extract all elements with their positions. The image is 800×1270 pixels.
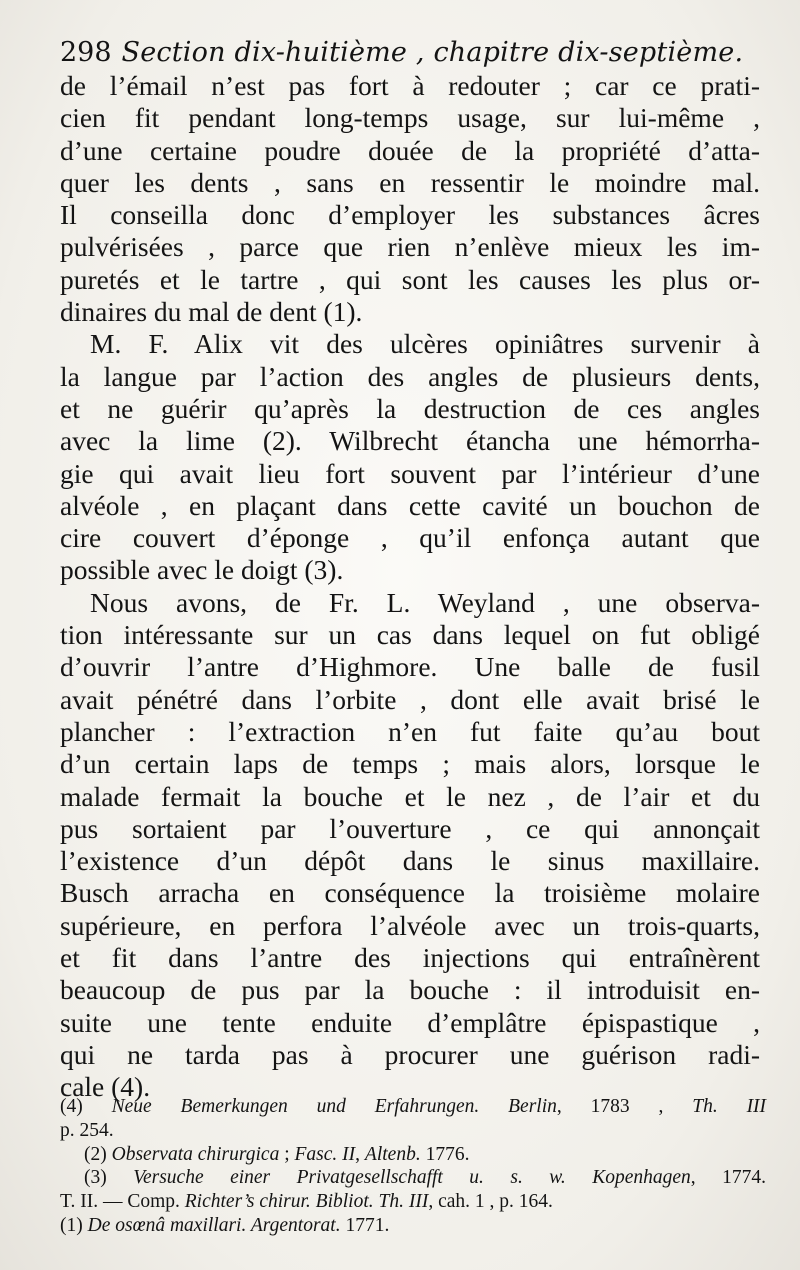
footnote-tome: T. II. — Comp. [60, 1191, 180, 1213]
text-line: de l’émail n’est pas fort à redouter ; car ce prati- [60, 70, 760, 101]
text-line: l’existence d’un dépôt dans le sinus maxillaire. [60, 845, 760, 877]
footnote-3-continued [60, 1190, 766, 1214]
footnote-4-continued: p. 254. [60, 1119, 114, 1141]
body-text [60, 70, 760, 1104]
running-head: Section dix-huitième , chapitre dix-septième. [121, 37, 744, 68]
text-line: cien fit pendant long-temps usage, sur lui-même , [60, 102, 760, 134]
footnote-volume: Th. III [692, 1096, 767, 1117]
footnote-mark: (2) [84, 1143, 107, 1165]
footnote-mark: (3) [84, 1167, 107, 1189]
text-line: gie qui avait lieu fort souvent par l’intérieur d’une [60, 457, 760, 489]
text-line: la langue par l’action des angles de plusieurs dents, [60, 360, 760, 392]
footnote-fasc: Fasc. II [294, 1143, 356, 1165]
footnote-4 [60, 1095, 766, 1119]
text-line: tion intéressante sur un cas dans lequel on fut obligé [60, 619, 760, 651]
text-line: pus sortaient par l’ouverture , ce qui annonçait [60, 812, 760, 844]
text-line: cire couvert d’éponge , qu’il enfonça autant que [60, 522, 760, 554]
text-line: M. F. Alix vit des ulcères opiniâtres survenir à [90, 328, 760, 360]
footnote-mark: (4) [60, 1096, 83, 1117]
text-line: cale (4). [60, 1071, 151, 1103]
text-line: d’un certain laps de temps ; mais alors, lorsque le [60, 748, 760, 780]
text-line: quer les dents , sans en ressentir le moindre mal. [60, 166, 760, 198]
text-line: avait pénétré dans l’orbite , dont elle avait brisé le [60, 683, 760, 715]
footnote-year: , 1783 , [556, 1096, 664, 1117]
text-line: plancher : l’extraction n’en fut faite qu’au bout [60, 715, 760, 747]
footnote-place: Altenb. [364, 1143, 421, 1165]
footnote-rest: , cah. 1 , p. 164. [428, 1191, 553, 1213]
text-line: Nous avons, de Fr. L. Weyland , une observa- [90, 586, 760, 618]
text-line: et ne guérir qu’après la destruction de ces angles [60, 392, 760, 424]
text-line: avec la lime (2). Wilbrecht étancha une hémorrha- [60, 425, 760, 457]
text-line: qui ne tarda pas à procurer une guérison radi- [60, 1038, 760, 1070]
footnote-comma: , [355, 1143, 361, 1165]
text-line: alvéole , en plaçant dans cette cavité un bouchon de [60, 489, 760, 521]
text-line: supérieure, en perfora l’alvéole avec un trois-quarts, [60, 909, 760, 941]
text-line: suite une tente enduite d’emplâtre épispastique , [60, 1006, 760, 1038]
text-line: malade fermait la bouche et le nez , de l’air et du [60, 780, 760, 812]
footnote-title: Neue Bemerkungen und Erfahrungen. Berlin [111, 1096, 557, 1117]
footnote-ref: Richter’s chirur. Bibliot. Th. III [184, 1191, 429, 1213]
footnote-separator: ; [284, 1143, 290, 1165]
text-line: possible avec le doigt (3). [60, 554, 344, 586]
text-line: Busch arracha en conséquence la troisième molaire [60, 877, 760, 909]
page-number: 298 [60, 37, 112, 68]
page-header [60, 36, 760, 70]
footnote-3 [60, 1166, 766, 1190]
footnote-mark: (1) [60, 1214, 83, 1236]
text-line: Il conseilla donc d’employer les substances âcres [60, 199, 760, 231]
text-line: d’ouvrir l’antre d’Highmore. Une balle de fusil [60, 651, 760, 683]
footnote-year: , 1774. [690, 1167, 766, 1189]
footnote-title: De osœnâ maxillari. Argentorat. [87, 1214, 341, 1236]
footnotes [60, 1095, 766, 1238]
text-line: pulvérisées , parce que rien n’enlève mieux les im- [60, 231, 760, 263]
text-line: beaucoup de pus par la bouche : il introduisit en- [60, 974, 760, 1006]
footnote-year: 1771. [345, 1214, 390, 1236]
text-line: dinaires du mal de dent (1). [60, 296, 363, 328]
footnote-title: Observata chirurgica [111, 1143, 280, 1165]
text-line: et fit dans l’antre des injections qui entraînèrent [60, 942, 760, 974]
text-line: d’une certaine poudre douée de la propriété d’atta- [60, 134, 760, 166]
footnote-title: Versuche einer Privatgesellschafft u. s. w. Kopenhagen [133, 1167, 691, 1189]
footnote-2 [60, 1143, 766, 1167]
footnote-1 [60, 1214, 766, 1238]
text-line: puretés et le tartre , qui sont les causes les plus or- [60, 263, 760, 295]
footnote-year: 1776. [425, 1143, 470, 1165]
